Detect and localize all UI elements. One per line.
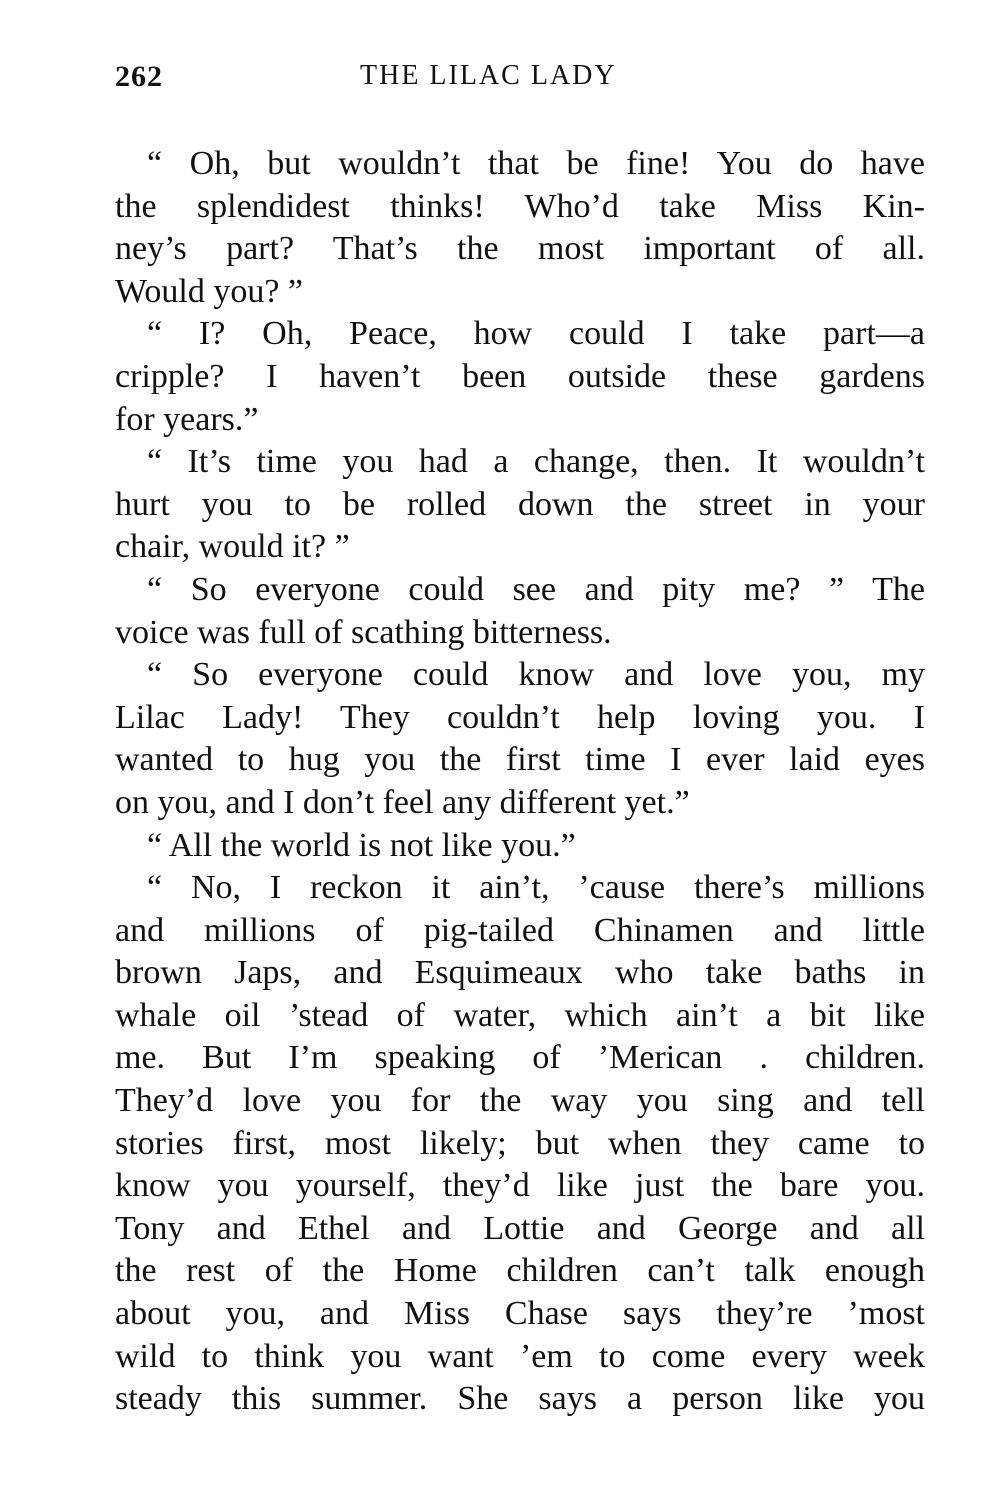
text-line: know you yourself, they’d like just the bare you. xyxy=(115,1167,925,1205)
text-line: They’d love you for the way you sing and tell xyxy=(115,1082,925,1120)
text-line: the splendidest thinks! Who’d take Miss Kin- xyxy=(115,187,925,225)
text-line: wanted to hug you the first time I ever laid eyes xyxy=(115,741,925,779)
text-line: cripple? I haven’t been outside these gardens xyxy=(115,357,925,395)
text-line: for years.” xyxy=(115,400,259,438)
body-text xyxy=(115,143,925,1421)
text-line: wild to think you want ’em to come every week xyxy=(115,1337,925,1375)
page-number: 262 xyxy=(115,60,163,93)
text-line: chair, would it? ” xyxy=(115,528,350,566)
running-head xyxy=(115,60,925,110)
text-line: ney’s part? That’s the most important of all. xyxy=(115,230,925,268)
text-line: “ So everyone could see and pity me? ” The xyxy=(147,570,925,608)
text-line: on you, and I don’t feel any different yet.” xyxy=(115,783,690,821)
text-line: “ No, I reckon it ain’t, ’cause there’s millions xyxy=(147,869,925,907)
text-line: “ It’s time you had a change, then. It wouldn’t xyxy=(147,443,925,481)
text-line: stories first, most likely; but when they came to xyxy=(115,1124,925,1162)
text-line: “ Oh, but wouldn’t that be fine! You do have xyxy=(147,145,925,182)
running-title: THE LILAC LADY xyxy=(360,60,617,91)
text-line: voice was full of scathing bitterness. xyxy=(115,613,612,651)
text-line: Tony and Ethel and Lottie and George and all xyxy=(115,1209,925,1247)
text-line: Lilac Lady! They couldn’t help loving you. I xyxy=(115,698,925,736)
text-line: and millions of pig-tailed Chinamen and little xyxy=(115,911,925,949)
text-line: about you, and Miss Chase says they’re ’most xyxy=(115,1295,925,1333)
text-line: “ All the world is not like you.” xyxy=(147,826,576,864)
text-line: “ So everyone could know and love you, my xyxy=(147,656,925,694)
text-line: “ I? Oh, Peace, how could I take part—a xyxy=(147,315,925,353)
text-line: brown Japs, and Esquimeaux who take baths in xyxy=(115,954,925,992)
text-line: whale oil ’stead of water, which ain’t a bit like xyxy=(115,996,925,1034)
text-line: me. But I’m speaking of ’Merican . children. xyxy=(115,1039,925,1077)
text-line: the rest of the Home children can’t talk enough xyxy=(115,1252,925,1290)
text-line: Would you? ” xyxy=(115,272,303,310)
text-line: steady this summer. She says a person like you xyxy=(115,1380,925,1418)
text-line: hurt you to be rolled down the street in your xyxy=(115,485,925,523)
